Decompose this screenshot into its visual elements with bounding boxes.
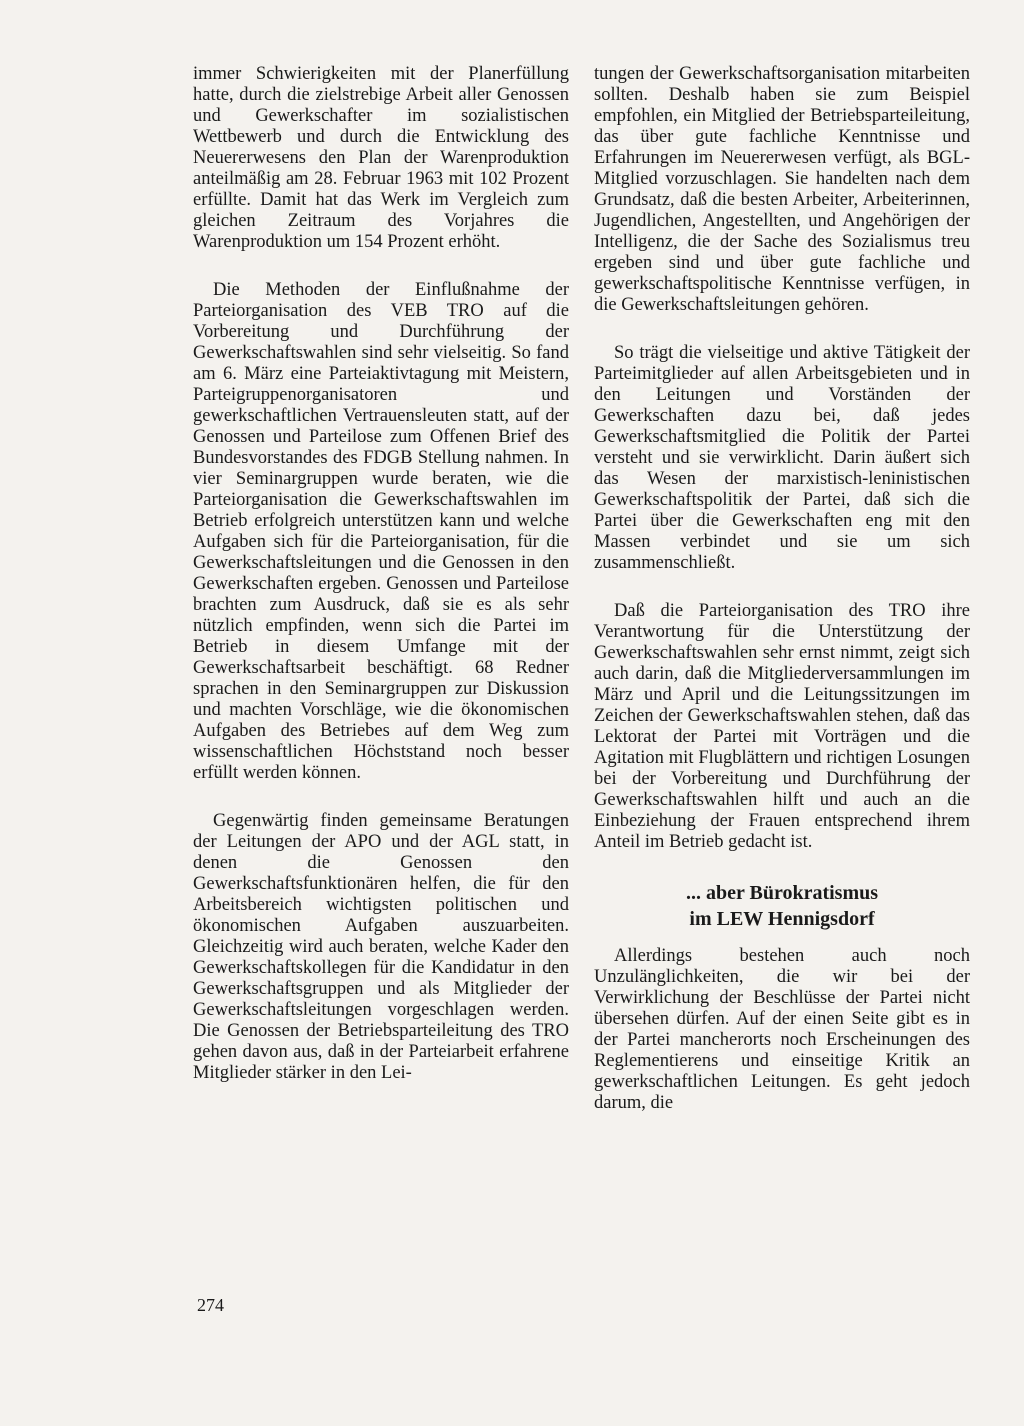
paragraph: So trägt die vielseitige und aktive Tätigkeit der Parteimitglieder auf allen Arbeitsgebieten und in den Leitungen und Vorständen der Gewerkschaften dazu bei, daß jedes Gewerkschaftsmitglied die Politik der Partei versteht und sie verwirklicht. Darin äußert sich das Wesen der marxistisch-leninistischen Gewerkschaftspolitik der Partei, daß sich die Partei über die Gewerkschaften eng mit den Massen verbindet und sie um sich zusammenschließt. <box>594 343 970 573</box>
paragraph: Gegenwärtig finden gemeinsame Beratungen der Leitungen der APO und der AGL statt, in denen die Genossen den Gewerkschaftsfunktionären helfen, die für den Arbeitsbereich wichtigsten politischen und ökonomischen Aufgaben auszuarbeiten. Gleichzeitig wird auch beraten, welche Kader den Gewerkschaftskollegen für die Kandidatur in den Gewerkschaftsgruppen und als Mitglieder der Gewerkschaftsleitungen vorgeschlagen werden. Die Genossen der Betriebsparteileitung des TRO gehen davon aus, daß in der Parteiarbeit erfahrene Mitglieder stärker in den Lei- <box>193 811 569 1083</box>
paragraph: Die Methoden der Einflußnahme der Parteiorganisation des VEB TRO auf die Vorbereitung und Durchführung der Gewerkschaftswahlen sind sehr vielseitig. So fand am 6. März eine Parteiaktivtagung mit Meistern, Parteigruppenorganisatoren und gewerkschaftlichen Vertrauensleuten statt, auf der Genossen und Parteilose zum Offenen Brief des Bundesvorstandes des FDGB Stellung nahmen. In vier Seminargruppen wurde beraten, wie die Parteiorganisation die Gewerkschaftswahlen im Betrieb erfolgreich unterstützen kann und welche Aufgaben sich für die Parteiorganisation, für die Gewerkschaftsleitungen und die Genossen in den Gewerkschaften ergeben. Genossen und Parteilose brachten zum Ausdruck, daß sie es als sehr nützlich empfinden, wenn sich die Partei im Betrieb in diesem Umfange mit der Gewerkschaftsarbeit beschäftigt. 68 Redner sprachen in den Seminargruppen zur Diskussion und machten Vorschläge, wie die ökonomischen Aufgaben des Betriebes auf dem Weg zum wissenschaftlichen Höchststand noch besser erfüllt werden können. <box>193 280 569 783</box>
section-heading-line: ... aber Bürokratismus <box>685 882 879 904</box>
page-number: 274 <box>197 1295 224 1315</box>
paragraph: Allerdings bestehen auch noch Unzulänglichkeiten, die wir bei der Verwirklichung der Beschlüsse der Partei nicht übersehen dürfen. Auf der einen Seite gibt es in der Partei mancherorts noch Erscheinungen des Reglementierens und einseitige Kritik an gewerkschaftlichen Leitungen. Es geht jedoch darum, die <box>594 946 970 1113</box>
section-heading <box>594 880 970 932</box>
left-column <box>193 64 569 1111</box>
paragraph: Daß die Parteiorganisation des TRO ihre Verantwortung für die Unterstützung der Gewerkschaftswahlen sehr ernst nimmt, zeigt sich auch darin, daß die Mitgliederversammlungen im März und April und die Leitungssitzungen im Zeichen der Gewerkschaftswahlen stehen, daß das Lektorat der Partei mit Vorträgen und die Agitation mit Flugblättern und richtigen Losungen bei der Vorbereitung und Durchführung der Gewerkschaftswahlen hilft und auch an die Einbeziehung der Frauen entsprechend ihrem Anteil im Betrieb gedacht ist. <box>594 601 970 852</box>
right-column <box>594 64 970 1141</box>
paragraph: tungen der Gewerkschaftsorganisation mitarbeiten sollten. Deshalb haben sie zum Beispiel empfohlen, ein Mitglied der Betriebsparteileitung, das über gute fachliche Kenntnisse und Erfahrungen im Neuererwesen verfügt, als BGL-Mitglied vorzuschlagen. Sie handelten nach dem Grundsatz, daß die besten Arbeiter, Arbeiterinnen, Jugendlichen, Angestellten, und Angehörigen der Intelligenz, die der Sache des Sozialismus treu ergeben sind und über gute fachliche und gewerkschaftspolitische Kenntnisse verfügen, in die Gewerkschaftsleitungen gehören. <box>594 64 970 315</box>
section-heading-line: im LEW Hennigsdorf <box>689 908 875 930</box>
paragraph: immer Schwierigkeiten mit der Planerfüllung hatte, durch die zielstrebige Arbeit aller Genossen und Gewerkschafter im sozialistischen Wettbewerb und durch die Entwicklung des Neuererwesens den Plan der Warenproduktion anteilmäßig am 28. Februar 1963 mit 102 Prozent erfüllte. Damit hat das Werk im Vergleich zum gleichen Zeitraum des Vorjahres die Warenproduktion um 154 Prozent erhöht. <box>193 64 569 252</box>
